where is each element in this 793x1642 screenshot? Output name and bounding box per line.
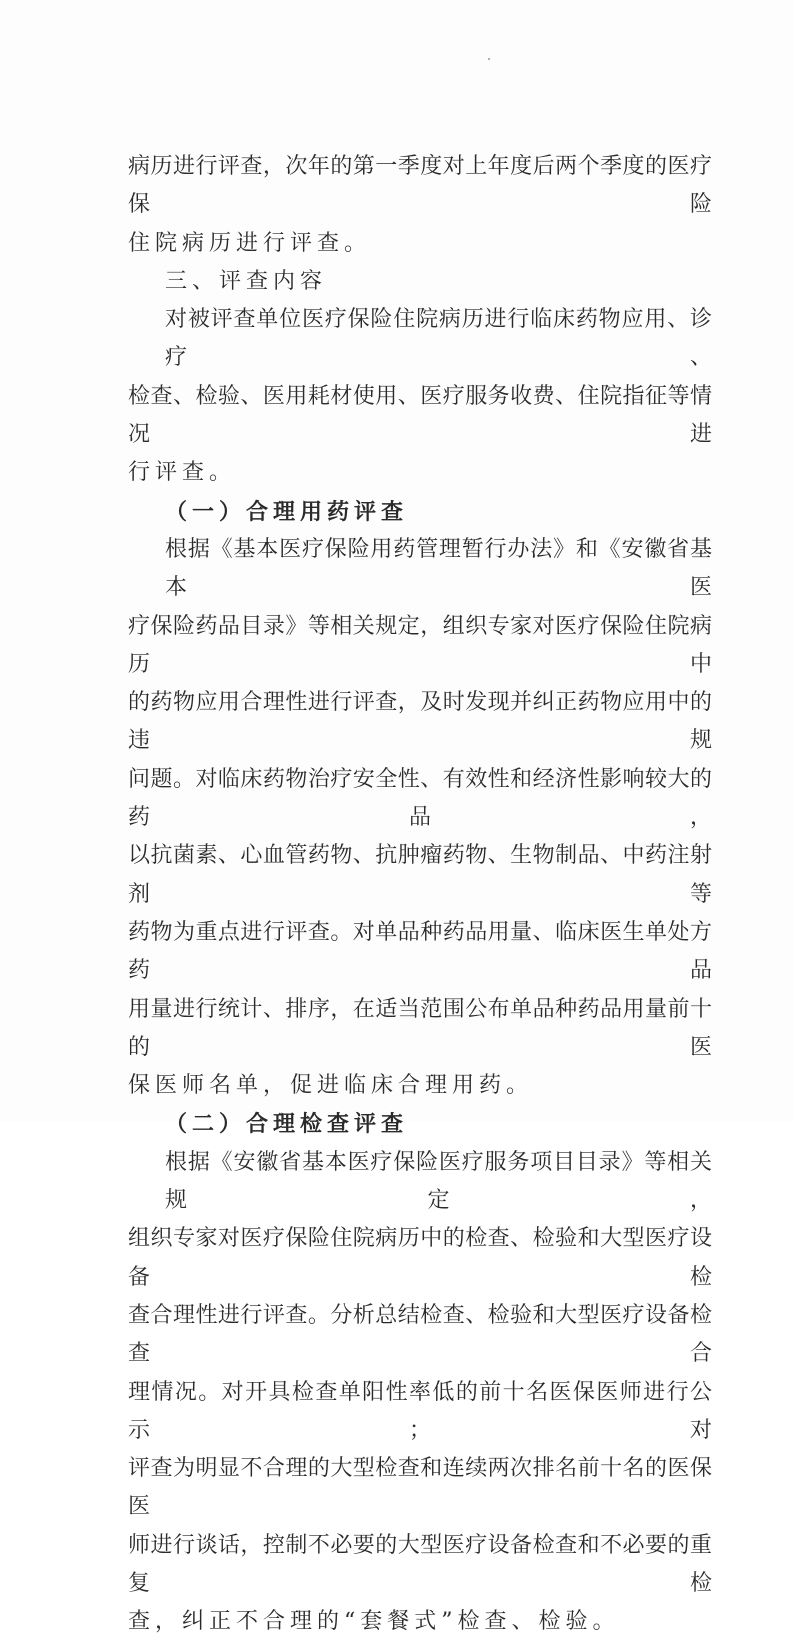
- paragraph-line: 病历进行评查，次年的第一季度对上年度后两个季度的医疗保险: [128, 154, 712, 218]
- paragraph-line: 检查、检验、医用耗材使用、医疗服务收费、住院指征等情况进: [128, 383, 712, 448]
- paragraph-line: 根据《基本医疗保险用药管理暂行办法》和《安徽省基本医: [165, 536, 712, 601]
- paragraph-line: 查合理性进行评查。分析总结检查、检验和大型医疗设备检查合: [128, 1302, 712, 1367]
- paragraph-line: 查，纠正不合理的“套餐式”检查、检验。: [128, 1609, 620, 1635]
- paragraph-line: 组织专家对医疗保险住院病历中的检查、检验和大型医疗设备检: [128, 1226, 712, 1290]
- paragraph-line: 对被评查单位医疗保险住院病历进行临床药物应用、诊疗、: [165, 307, 712, 371]
- paragraph-line: 行评查。: [128, 460, 237, 486]
- paragraph-line: 以抗菌素、心血管药物、抗肿瘤药物、生物制品、中药注射剂等: [128, 843, 712, 907]
- section-heading: 三、评查内容: [165, 268, 328, 294]
- paragraph-line: 师进行谈话，控制不必要的大型医疗设备检查和不必要的重复检: [128, 1532, 712, 1596]
- paragraph-line: 理情况。对开具检查单阳性率低的前十名医保医师进行公示；对: [128, 1379, 712, 1443]
- scan-speck: [488, 58, 490, 60]
- document-page: [128, 148, 712, 1642]
- paragraph-line: 的药物应用合理性进行评查，及时发现并纠正药物应用中的违规: [128, 690, 712, 754]
- paragraph-line: 根据《安徽省基本医疗保险医疗服务项目目录》等相关规定，: [165, 1149, 712, 1214]
- paragraph-line: 药物为重点进行评查。对单品种药品用量、临床医生单处方药品: [128, 919, 712, 984]
- paragraph-line: 问题。对临床药物治疗安全性、有效性和经济性影响较大的药品，: [128, 766, 712, 831]
- subsection-heading: （一）合理用药评查: [165, 498, 409, 525]
- paragraph-line: 保医师名单，促进临床合理用药。: [128, 1073, 534, 1099]
- paragraph-line: 用量进行统计、排序，在适当范围公布单品种药品用量前十的医: [128, 996, 712, 1060]
- paragraph-line: 疗保险药品目录》等相关规定，组织专家对医疗保险住院病历中: [128, 613, 712, 677]
- paragraph-line: 住院病历进行评查。: [128, 230, 372, 256]
- subsection-heading: （二）合理检查评查: [165, 1111, 409, 1138]
- paragraph-line: 评查为明显不合理的大型检查和连续两次排名前十名的医保医: [128, 1456, 712, 1520]
